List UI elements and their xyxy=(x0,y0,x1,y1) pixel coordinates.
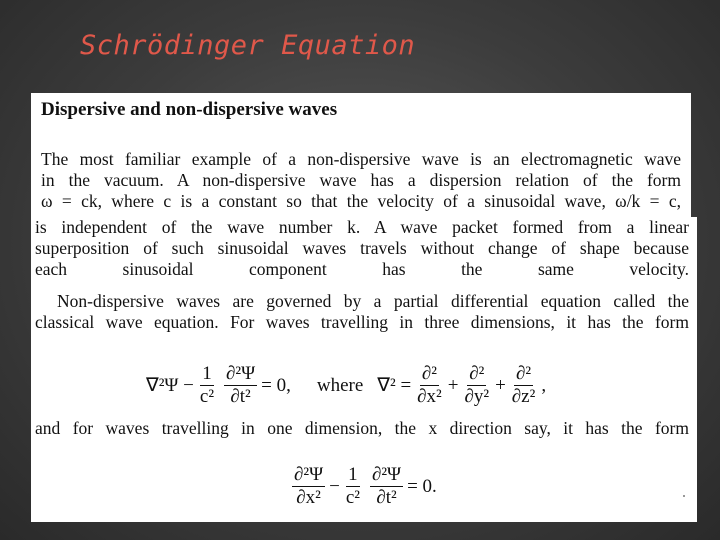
section-heading: Dispersive and non-dispersive waves xyxy=(41,99,338,120)
eq-lhs: ∇²Ψ − xyxy=(146,375,194,396)
paragraph-2 xyxy=(35,217,689,280)
numerator: ∂² xyxy=(469,363,485,384)
numerator: ∂² xyxy=(421,363,437,384)
fraction xyxy=(198,363,216,408)
numerator: ∂² xyxy=(516,363,532,384)
eq-rhs: = 0. xyxy=(407,475,437,497)
slide-title: Schrödinger Equation xyxy=(80,30,416,61)
numerator: ∂²Ψ xyxy=(226,363,256,384)
denominator: ∂y² xyxy=(464,386,490,407)
fraction xyxy=(510,363,538,408)
eq-rhs: = 0, xyxy=(261,374,291,396)
fraction xyxy=(292,464,325,509)
fraction xyxy=(370,464,403,509)
wave-equation-1d xyxy=(288,464,437,509)
eq-end: , xyxy=(541,374,547,396)
text-line: and for waves travelling in one dimension, the x direction say, it has the form xyxy=(35,418,689,438)
text-line: each sinusoidal component has the same velocity. xyxy=(35,259,689,279)
denominator: c² xyxy=(345,487,360,508)
laplacian-symbol: ∇² = xyxy=(377,375,412,396)
document-scan-bottom xyxy=(31,217,697,522)
plus-sign: + xyxy=(495,374,506,396)
denominator: c² xyxy=(199,386,215,407)
minus-sign: − xyxy=(329,475,340,497)
text-line: in the vacuum. A non-dispersive wave has a dispersion relation of the form xyxy=(41,170,681,190)
where-label: where xyxy=(316,374,364,396)
denominator: ∂x² xyxy=(417,386,442,407)
text-line: superposition of such sinusoidal waves travels without change of shape because xyxy=(35,238,689,258)
numerator: 1 xyxy=(348,464,358,485)
wave-equation-3d xyxy=(146,363,546,408)
fraction xyxy=(415,363,444,408)
fraction xyxy=(224,363,257,408)
scan-speck xyxy=(683,495,685,497)
paragraph-1 xyxy=(41,149,681,212)
denominator: ∂z² xyxy=(511,386,536,407)
paragraph-4 xyxy=(35,418,689,439)
text-line: is independent of the wave number k. A wave packet formed from a linear xyxy=(35,217,689,237)
paragraph-3 xyxy=(35,291,689,333)
text-line: The most familiar example of a non-dispersive wave is an electromagnetic wave xyxy=(41,149,681,169)
document-scan-top xyxy=(31,93,691,224)
text-line: classical wave equation. For waves travelling in three dimensions, it has the form xyxy=(35,312,689,332)
denominator: ∂x² xyxy=(296,487,321,508)
denominator: ∂t² xyxy=(376,487,397,508)
text-line: Non-dispersive waves are governed by a partial differential equation called the xyxy=(57,291,689,311)
fraction xyxy=(462,363,491,408)
denominator: ∂t² xyxy=(230,386,251,407)
numerator: ∂²Ψ xyxy=(294,464,324,485)
fraction xyxy=(344,464,362,509)
plus-sign: + xyxy=(447,374,459,396)
numerator: ∂²Ψ xyxy=(371,464,402,485)
numerator: 1 xyxy=(202,363,212,384)
text-line: ω = ck, where c is a constant so that the velocity of a sinusoidal wave, ω/k = c, xyxy=(41,191,681,211)
